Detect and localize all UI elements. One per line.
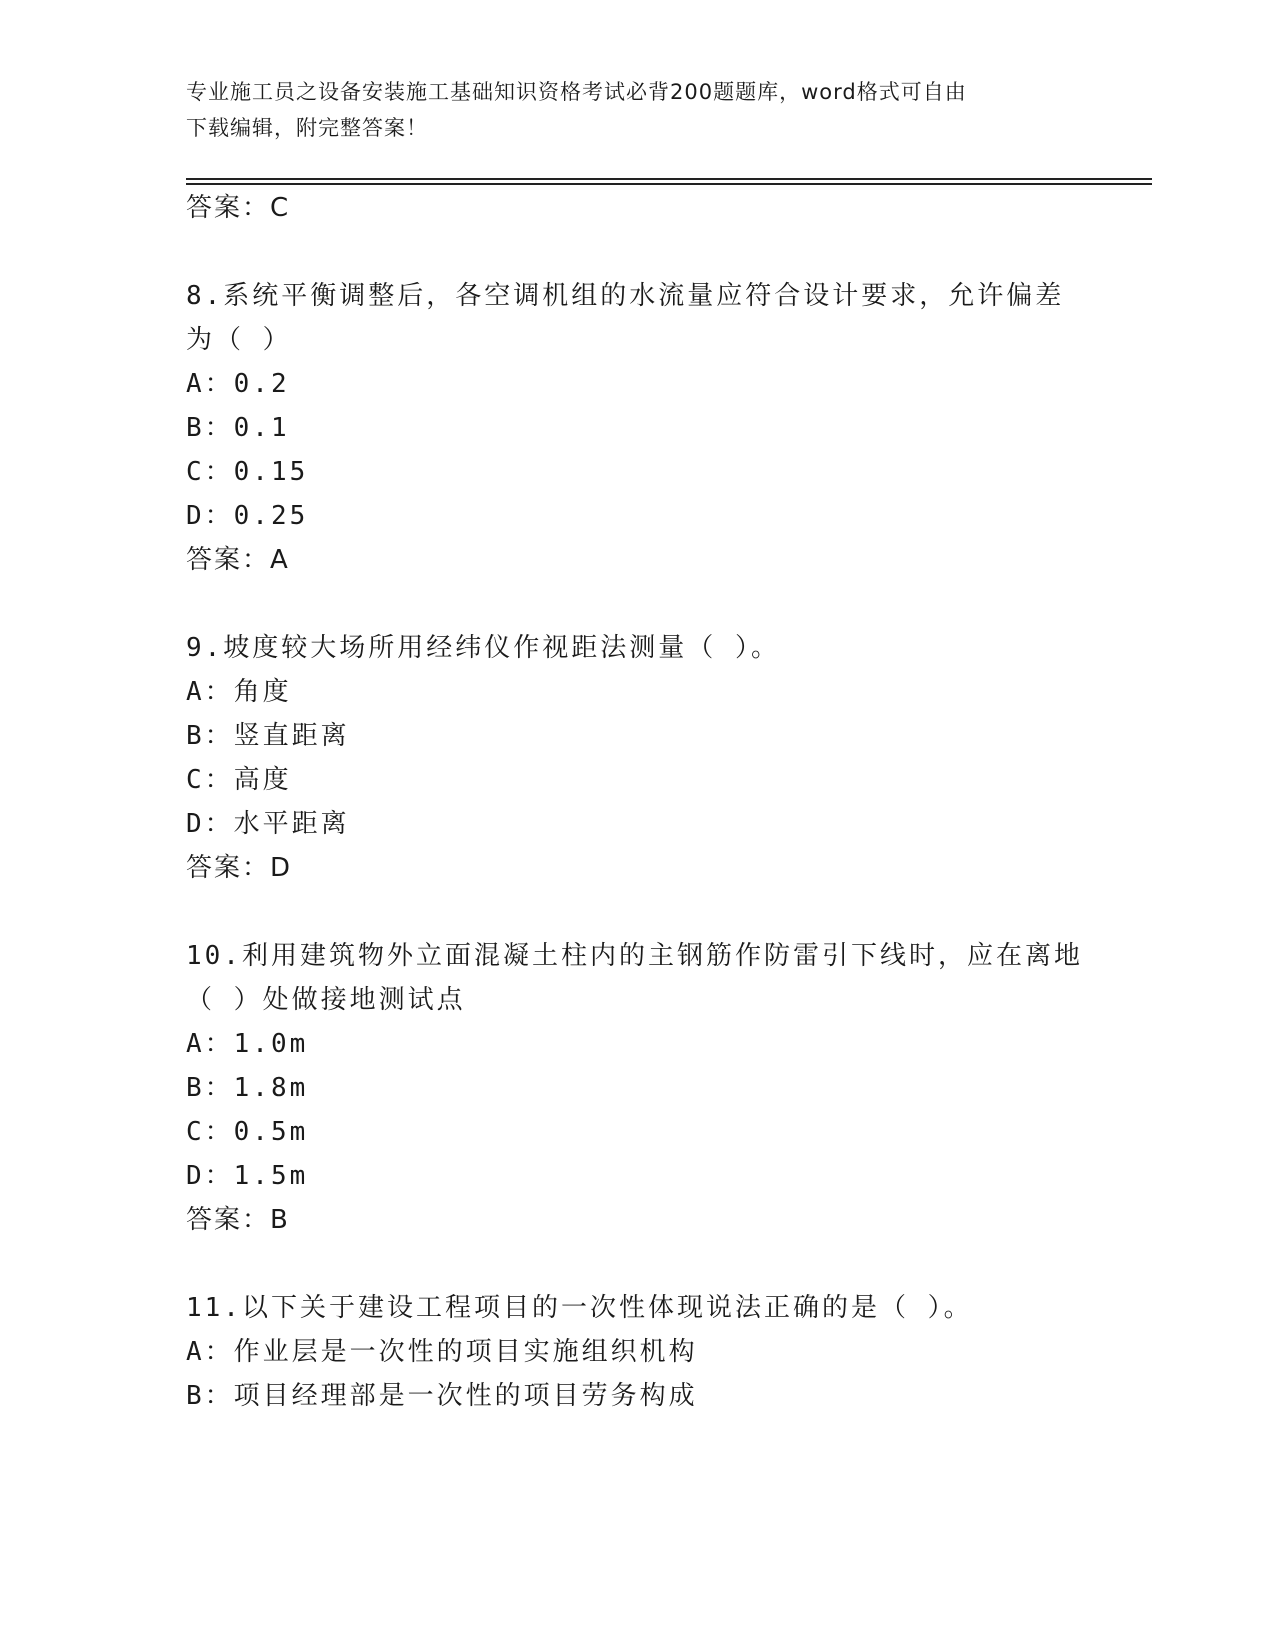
header-divider-bottom (186, 183, 1152, 185)
q9-option-a: A：角度 (186, 677, 292, 707)
q10-stem-line-2: （ ）处做接地测试点 (186, 985, 466, 1015)
q9-stem-line-1: 9.坡度较大场所用经纬仪作视距法测量（ ）。 (186, 633, 780, 663)
previous-answer: 答案：C (186, 193, 291, 223)
header-divider-top (186, 178, 1152, 180)
q8-option-d: D：0.25 (186, 501, 309, 531)
q8-option-a: A：0.2 (186, 369, 290, 399)
q11-option-b: B：项目经理部是一次性的项目劳务构成 (186, 1381, 698, 1411)
q10-option-c: C：0.5m (186, 1117, 309, 1147)
q8-stem-line-2: 为（ ） (186, 325, 292, 355)
q9-option-c: C：高度 (186, 765, 292, 795)
q10-option-d: D：1.5m (186, 1161, 309, 1191)
q10-option-b: B：1.8m (186, 1073, 309, 1103)
document-header (186, 74, 1066, 146)
header-line-1: 专业施工员之设备安装施工基础知识资格考试必背200题题库，word格式可自由 (186, 80, 967, 104)
q10-stem-line-1: 10.利用建筑物外立面混凝土柱内的主钢筋作防雷引下线时，应在离地 (186, 941, 1083, 971)
q8-answer: 答案：A (186, 545, 290, 575)
q9-answer: 答案：D (186, 853, 293, 883)
q8-option-c: C：0.15 (186, 457, 309, 487)
header-line-2: 下载编辑，附完整答案！ (186, 116, 428, 140)
q9-option-b: B：竖直距离 (186, 721, 350, 751)
q8-stem-line-1: 8.系统平衡调整后，各空调机组的水流量应符合设计要求，允许偏差 (186, 281, 1065, 311)
q10-option-a: A：1.0m (186, 1029, 309, 1059)
q8-option-b: B：0.1 (186, 413, 290, 443)
q11-option-a: A：作业层是一次性的项目实施组织机构 (186, 1337, 698, 1367)
q9-option-d: D：水平距离 (186, 809, 350, 839)
q11-stem-line-1: 11.以下关于建设工程项目的一次性体现说法正确的是（ ）。 (186, 1293, 973, 1323)
q10-answer: 答案：B (186, 1205, 290, 1235)
